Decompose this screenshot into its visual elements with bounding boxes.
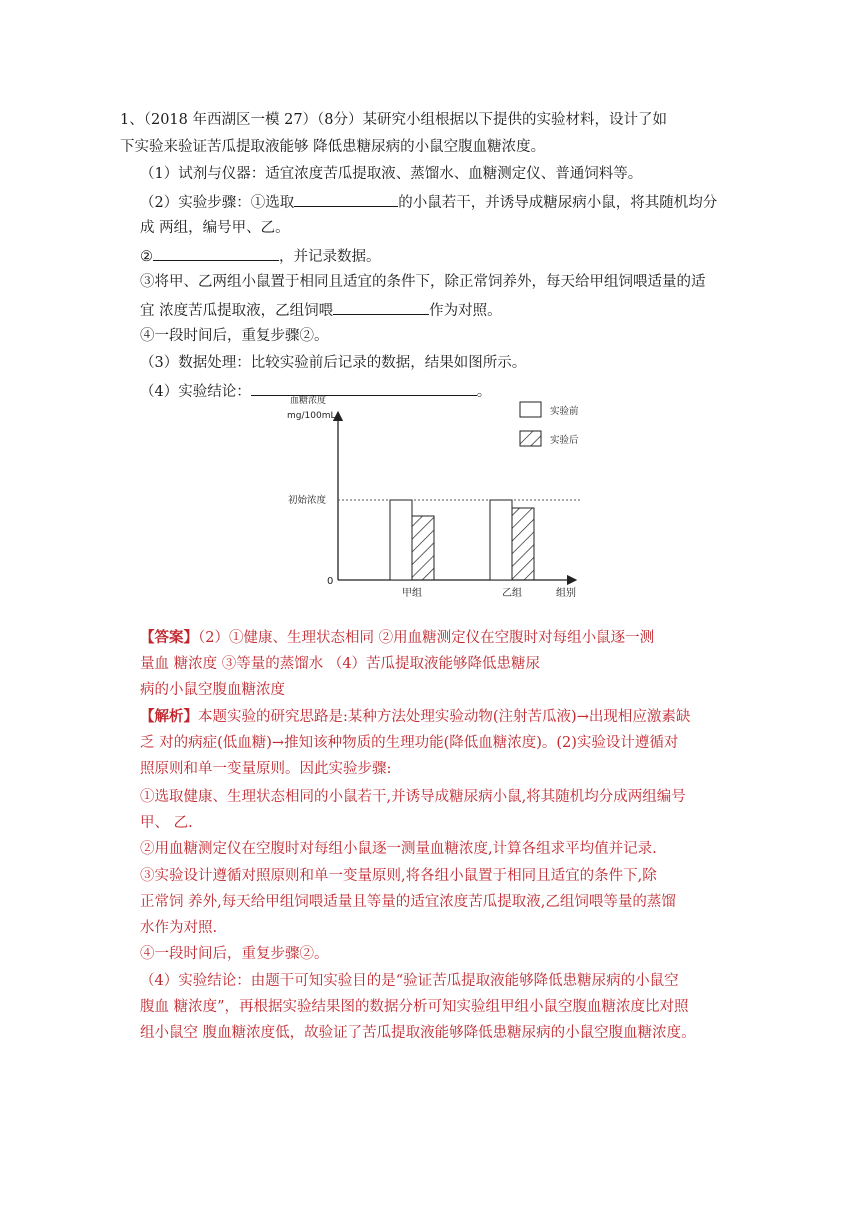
analysis-line-5: 甲、 乙. — [140, 815, 193, 831]
legend-swatch-after — [520, 431, 541, 446]
answer-blank-1[interactable] — [294, 191, 398, 207]
origin-label: 0 — [327, 576, 334, 587]
analysis-line-3: 照原则和单一变量原则。因此实验步骤: — [140, 761, 392, 777]
bar-yi-after — [512, 508, 534, 580]
legend-label-after: 实验后 — [550, 435, 579, 446]
answer-blank-3[interactable] — [333, 299, 429, 315]
answer-tag: 【答案】 — [140, 629, 198, 646]
y-axis-label-2: mg/100mL — [287, 411, 336, 421]
bar-yi-before — [490, 500, 512, 580]
analysis-line-12: 腹血 糖浓度”，再根据实验结果图的数据分析可知实验组甲组小鼠空腹血糖浓度比对照 — [140, 999, 689, 1015]
category-label-jia: 甲组 — [402, 588, 422, 599]
analysis-line-8: 正常饲 养外,每天给甲组饲喂适量且等量的适宜浓度苦瓜提取液,乙组饲喂等量的蒸馏 — [140, 894, 676, 910]
analysis-line-6: ②用血糖测定仪在空腹时对每组小鼠逐一测量血糖浓度,计算各组求平均值并记录. — [140, 841, 657, 857]
question-item-1: （1）试剂与仪器：适宜浓度苦瓜提取液、蒸馏水、血糖测定仪、普通饲料等。 — [140, 166, 643, 182]
analysis-line-13: 组小鼠空 腹血糖浓度低，故验证了苦瓜提取液能够降低患糖尿病的小鼠空腹血糖浓度。 — [140, 1025, 696, 1041]
legend-label-before: 实验前 — [550, 406, 579, 417]
question-step-3: ③将甲、乙两组小鼠置于相同且适宜的条件下，除正常饲养外，每天给甲组饲喂适量的适 — [140, 274, 706, 290]
answer-line-1: 【答案】（2）①健康、生理状态相同 ②用血糖测定仪在空腹时对每组小鼠逐一测 — [140, 629, 655, 646]
bar-jia-before — [390, 500, 412, 580]
initial-level-label: 初始浓度 — [288, 495, 327, 506]
question-step-2: ② ，并记录数据。 — [140, 245, 740, 267]
question-line-2: 下实验来验证苦瓜提取液能够 降低患糖尿病的小鼠空腹血糖浓度。 — [120, 139, 546, 155]
analysis-line-7: ③实验设计遵循对照原则和单一变量原则,将各组小鼠置于相同且适宜的条件下,除 — [140, 868, 657, 884]
category-label-yi: 乙组 — [502, 588, 522, 599]
answer-line-3: 病的小鼠空腹血糖浓度 — [140, 682, 285, 698]
analysis-line-10: ④一段时间后，重复步骤②。 — [140, 946, 329, 962]
question-item-2: （2）实验步骤：①选取 的小鼠若干，并诱导成糖尿病小鼠，将其随机均分 — [140, 191, 740, 213]
analysis-line-4: ①选取健康、生理状态相同的小鼠若干,并诱导成糖尿病小鼠,将其随机均分成两组编号 — [140, 789, 686, 805]
analysis-line-2: 乏 对的病症(低血糖)→推知该种物质的生理功能(降低血糖浓度)。(2)实验设计遵循对 — [140, 735, 679, 751]
question-item-4: （4）实验结论： 。 — [140, 380, 740, 402]
analysis-line-11: （4）实验结论：由题干可知实验目的是“验证苦瓜提取液能够降低患糖尿病的小鼠空 — [140, 973, 679, 989]
question-step-3-cont: 宜 浓度苦瓜提取液，乙组饲喂 作为对照。 — [140, 299, 740, 321]
analysis-tag: 【解析】 — [140, 708, 198, 725]
y-axis-label-1: 血糖浓度 — [290, 396, 327, 406]
bars-group — [390, 500, 534, 580]
blood-sugar-chart — [270, 388, 610, 608]
question-item-3: （3）数据处理：比较实验前后记录的数据，结果如图所示。 — [140, 355, 527, 371]
question-line-1 — [120, 110, 720, 130]
x-axis-label: 组别 — [556, 588, 576, 599]
bar-jia-after — [412, 516, 434, 580]
answer-blank-2[interactable] — [153, 245, 279, 261]
question-source: （2018 年西湖区一模 27）（8分）某研究小组根据以下提供的实验材料，设计了如 — [143, 112, 668, 128]
analysis-line-9: 水作为对照. — [140, 920, 218, 936]
answer-line-2: 量血 糖浓度 ③等量的蒸馏水 （4）苦瓜提取液能够降低患糖尿 — [140, 656, 541, 672]
question-item-2-cont: 成 两组，编号甲、乙。 — [140, 220, 290, 236]
question-number: 1、 — [120, 112, 144, 128]
question-step-4: ④一段时间后，重复步骤②。 — [140, 328, 329, 344]
legend-swatch-before — [520, 402, 541, 417]
analysis-line-1: 【解析】本题实验的研究思路是:某种方法处理实验动物(注射苦瓜液)→出现相应激素缺 — [140, 708, 691, 725]
